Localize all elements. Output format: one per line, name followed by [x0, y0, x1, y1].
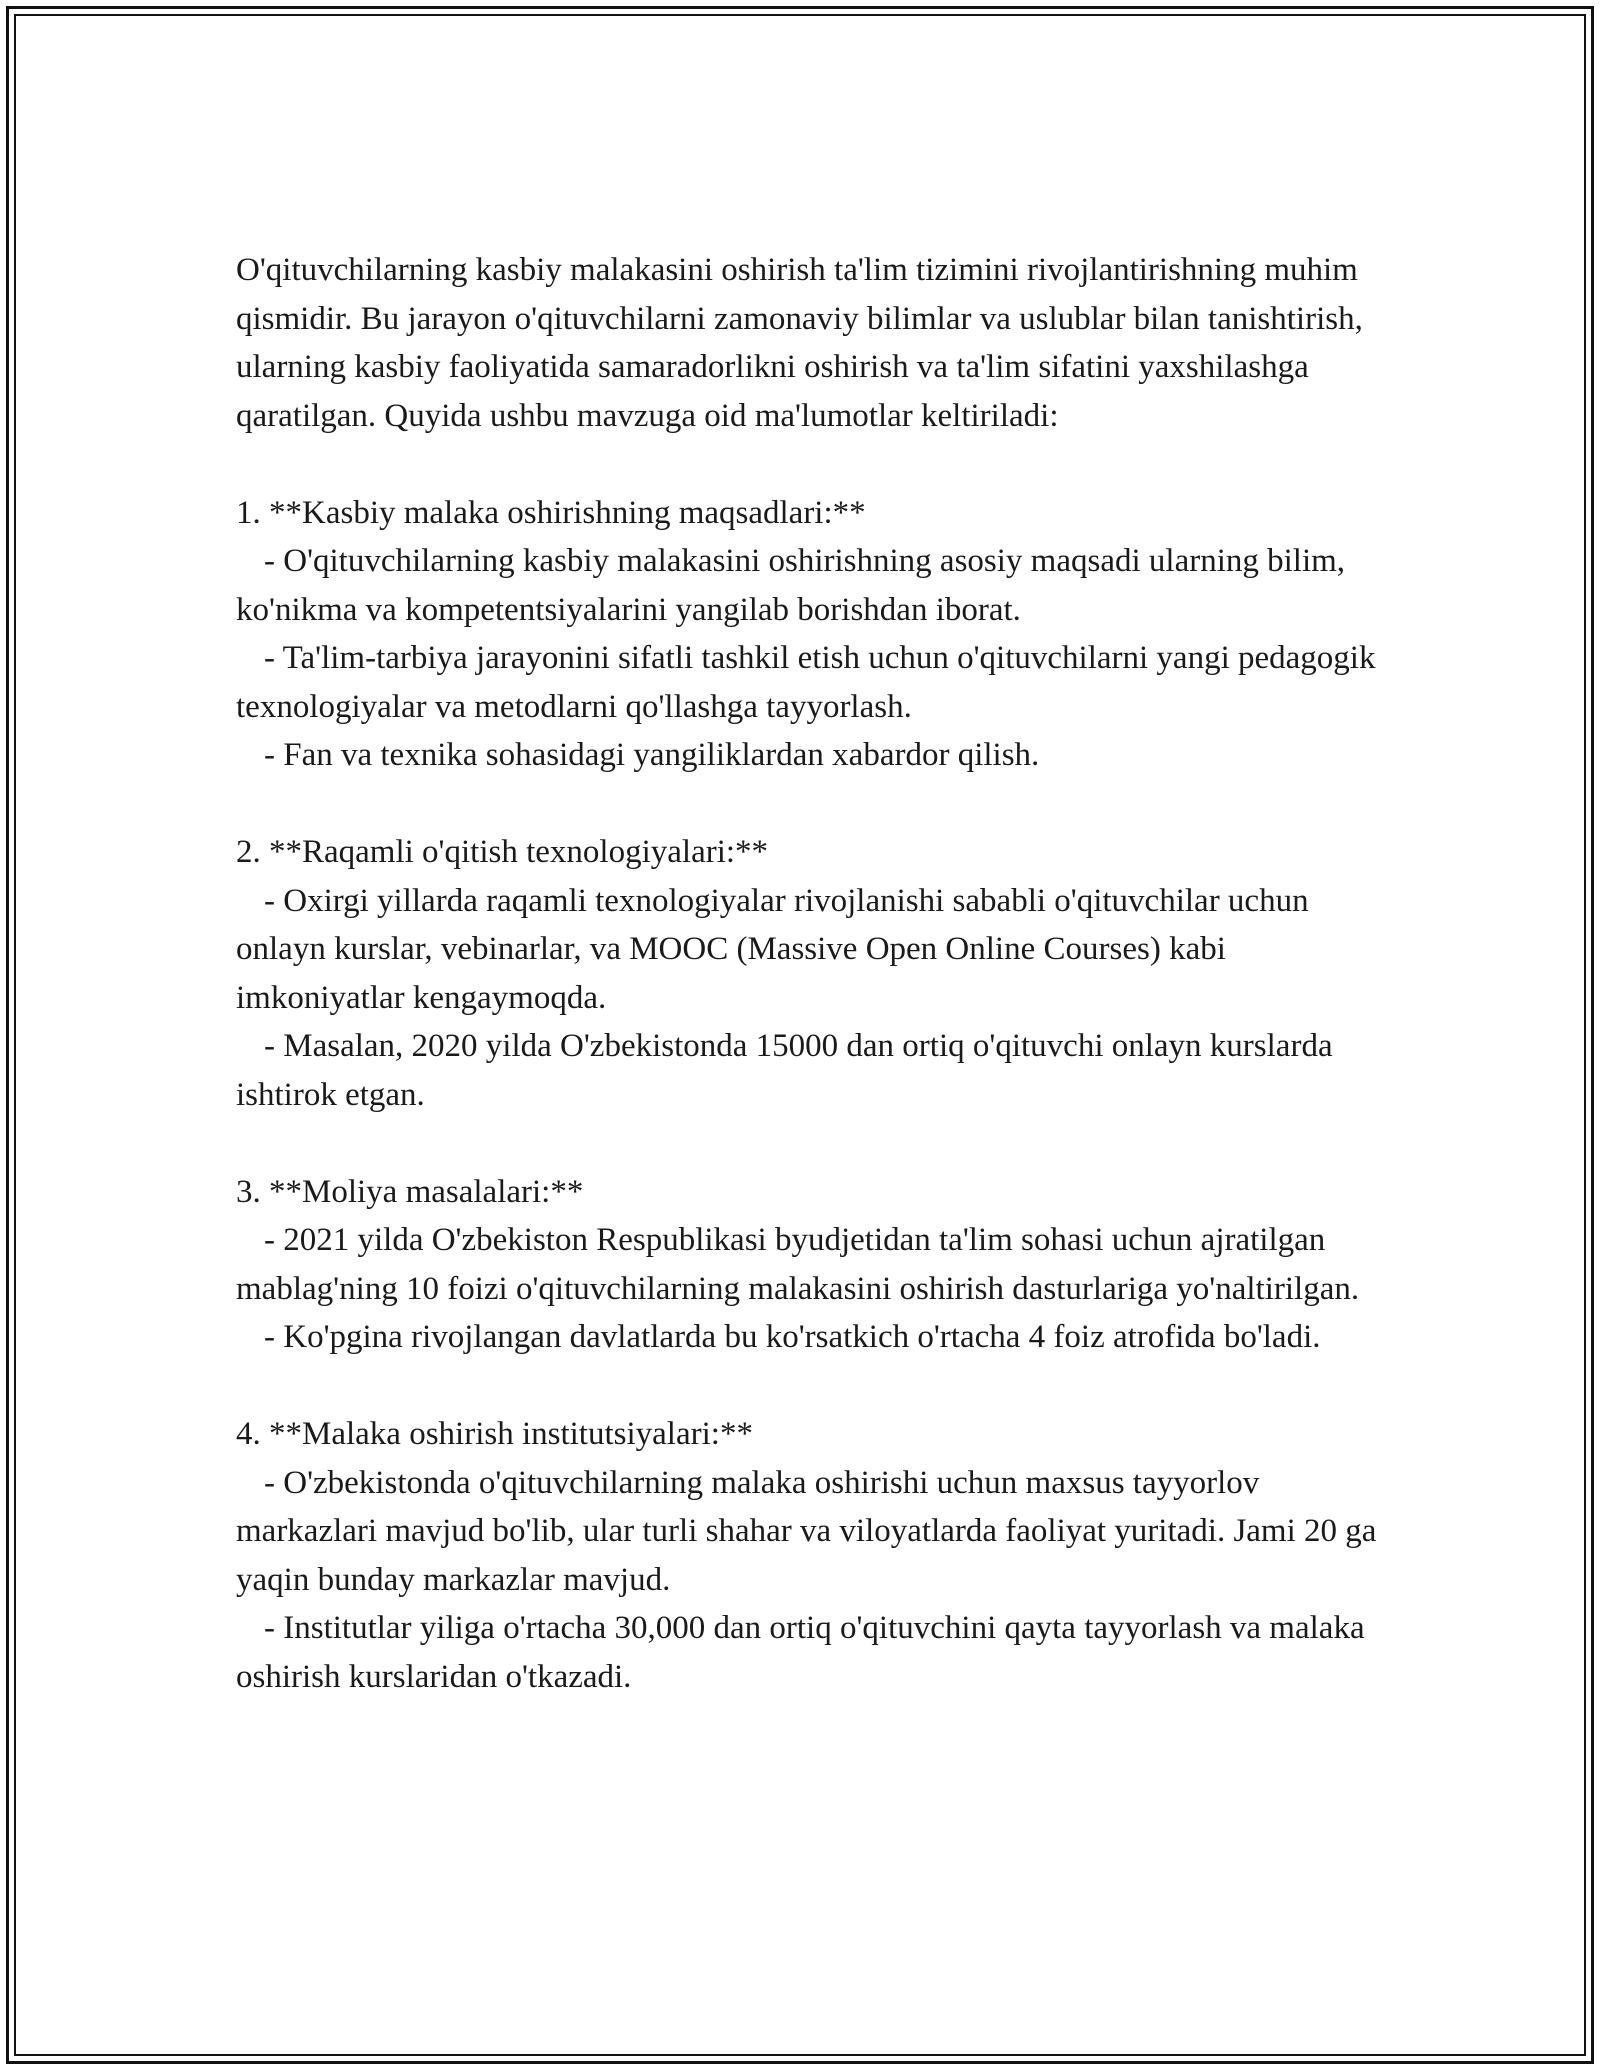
section-institutions	[236, 1410, 1396, 1701]
list-item-text: - Fan va texnika sohasidagi yangiliklardan xabardor qilish.	[264, 737, 1040, 773]
list-item	[236, 1216, 1396, 1313]
list-item-text: - Oxirgi yillarda raqamli texnologiyalar rivojlanishi sababli o'qituvchilar uchun onlayn kurslar, vebinarlar, va MOOC (Massive Open Online Courses) kabi imkoniyatlar kengaymoqda.	[236, 882, 1309, 1016]
section-digital	[236, 828, 1396, 1119]
list-item-text: - Ta'lim-tarbiya jarayonini sifatli tashkil etish uchun o'qituvchilarni yangi pedagogik texnologiyalar va metodlarni qo'llashga tayyorlash.	[236, 640, 1376, 725]
list-item-text: - O'zbekistonda o'qituvchilarning malaka oshirishi uchun maxsus tayyorlov markazlari mavjud bo'lib, ular turli shahar va viloyatlarda faoliyat yuritadi. Jami 20 ga yaqin bunday markazlar mavjud.	[236, 1464, 1377, 1598]
list-item	[236, 634, 1396, 731]
document-body	[236, 246, 1396, 1701]
section-heading: 2. **Raqamli o'qitish texnologiyalari:**	[236, 834, 769, 870]
list-item-text: - Ko'pgina rivojlangan davlatlarda bu ko'rsatkich o'rtacha 4 foiz atrofida bo'ladi.	[264, 1319, 1321, 1355]
section-finance	[236, 1168, 1396, 1362]
section-goals	[236, 489, 1396, 780]
list-item	[236, 1022, 1396, 1119]
list-item	[236, 537, 1396, 634]
list-item-text: - Masalan, 2020 yilda O'zbekistonda 15000 dan ortiq o'qituvchi onlayn kurslarda ishtirok etgan.	[236, 1028, 1333, 1113]
list-item	[236, 877, 1396, 1023]
list-item	[236, 1459, 1396, 1605]
list-item-text: - Institutlar yiliga o'rtacha 30,000 dan ortiq o'qituvchini qayta tayyorlash va malaka oshirish kurslaridan o'tkazadi.	[236, 1610, 1365, 1695]
list-item-text: - O'qituvchilarning kasbiy malakasini oshirishning asosiy maqsadi ularning bilim, ko'nikma va kompetentsiyalarini yangilab borishdan iborat.	[236, 543, 1346, 628]
section-heading: 4. **Malaka oshirish institutsiyalari:**	[236, 1416, 753, 1452]
list-item	[236, 1313, 1396, 1362]
section-heading: 1. **Kasbiy malaka oshirishning maqsadlari:**	[236, 494, 866, 531]
list-item	[236, 1604, 1396, 1701]
list-item-text: - 2021 yilda O'zbekiston Respublikasi byudjetidan ta'lim sohasi uchun ajratilgan mablag'ning 10 foizi o'qituvchilarning malakasini oshirish dasturlariga yo'naltirilgan.	[236, 1222, 1360, 1307]
intro-paragraph: O'qituvchilarning kasbiy malakasini oshirish ta'lim tizimini rivojlantirishning muhim qismidir. Bu jarayon o'qituvchilarni zamonaviy bilimlar va uslublar bilan tanishtirish, ularning kasbiy faoliyatida samaradorlikni oshirish va ta'lim sifatini yaxshilashga qaratilgan. Quyida ushbu mavzuga oid ma'lumotlar keltiriladi:	[236, 252, 1363, 434]
list-item	[236, 731, 1396, 780]
section-heading: 3. **Moliya masalalari:**	[236, 1173, 584, 1210]
